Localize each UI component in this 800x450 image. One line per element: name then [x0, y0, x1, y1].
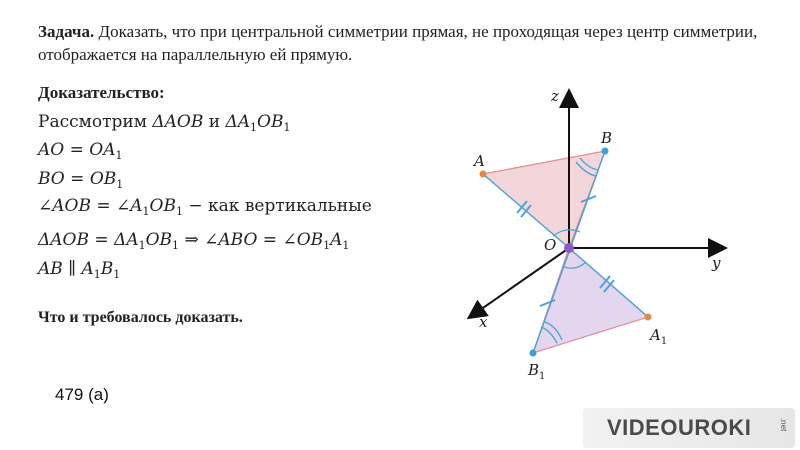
point-b [602, 148, 609, 155]
label-a: A [474, 152, 485, 170]
task-text: Доказать, что при центральной симметрии прямая, не проходящая через центр симметрии, отображается на параллельную ей прямую. [38, 22, 758, 64]
label-y: y [712, 254, 721, 272]
brand-suffix: .net [779, 417, 789, 432]
point-a1 [645, 314, 652, 321]
label-x: x [479, 313, 488, 331]
proof-line-ao: AO = $OA_1$ [38, 140, 123, 162]
and-word: и [208, 112, 221, 132]
proof-line-angles: ∠AOB = $\angle A_1OB_1$ − как вертикальные [38, 196, 372, 218]
qed-statement: Что и требовалось доказать. [38, 309, 243, 326]
triangle-a1ob1-shape [533, 248, 648, 353]
proof-line-congruence: $\Delta AOB = \Delta A_1OB_1$ ⇒ ∠ABO = $\angle OB_1A_1$ [38, 230, 350, 252]
consider-word: Рассмотрим [38, 112, 147, 132]
proof-line-bo: BO = $OB_1$ [38, 169, 124, 191]
label-a1: $A_1$ [650, 326, 668, 347]
brand-text: VIDEOUROKI [607, 415, 752, 440]
problem-number: 479 (а) [55, 385, 109, 404]
triangle-aob: ΔAOB [152, 112, 204, 132]
task-label: Задача. [38, 22, 95, 41]
vertical-angles-note: − как вертикальные [188, 196, 372, 216]
label-b1: $B_1$ [528, 361, 546, 382]
proof-title: Доказательство: [38, 83, 165, 102]
label-z: z [551, 87, 559, 105]
point-b1 [530, 350, 537, 357]
label-b: B [601, 129, 613, 147]
label-o: O [544, 236, 557, 254]
proof-line-parallel: AB ∥ $A_1B_1$ [38, 259, 121, 281]
brand-logo [583, 408, 795, 448]
triangle-a1ob1: $\Delta A_1OB_1$ [225, 112, 291, 134]
point-a [480, 171, 487, 178]
center-point-o [564, 243, 574, 253]
